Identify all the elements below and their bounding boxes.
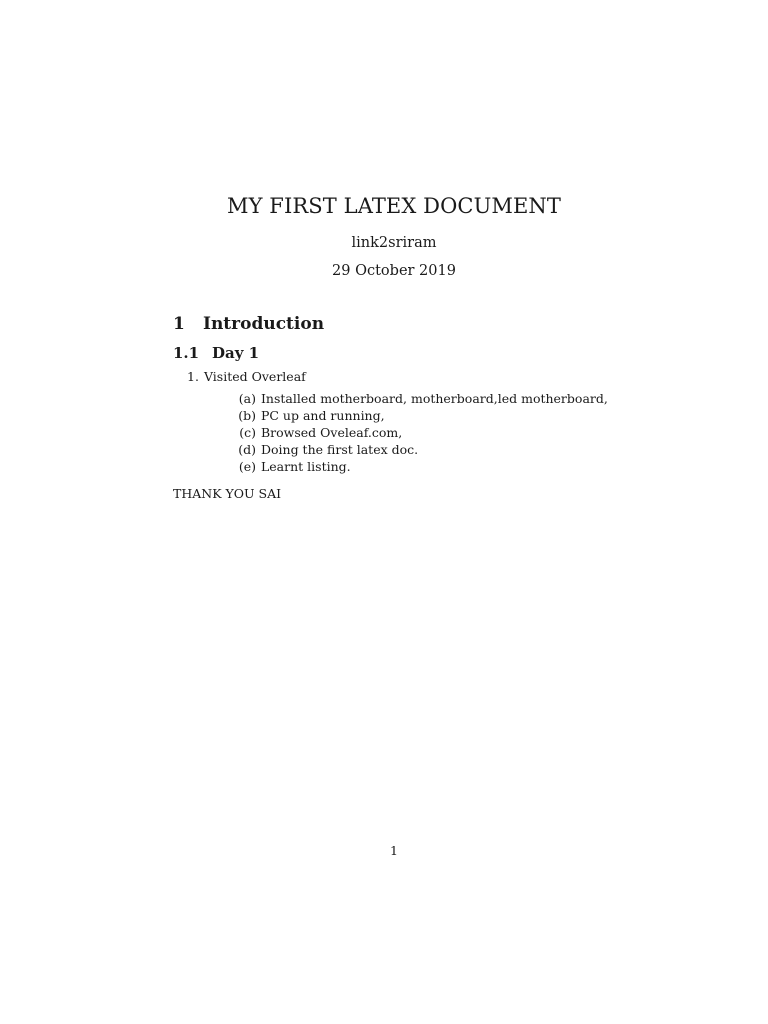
list-item-label: (d)	[238, 442, 256, 457]
list-item	[230, 407, 608, 424]
subsection-title: Day 1	[212, 344, 260, 362]
list-item-label: (a)	[238, 391, 256, 406]
document-author: link2sriram	[351, 235, 437, 251]
list-item	[230, 441, 608, 458]
section-title: Introduction	[203, 314, 325, 334]
list-item	[230, 424, 608, 441]
list-item-text: Learnt listing.	[260, 459, 351, 474]
page-number: 1	[390, 843, 398, 858]
enumerate-item	[187, 369, 306, 384]
subsection-number: 1.1	[173, 344, 200, 362]
list-item-text: Installed motherboard, motherboard,led motherboard,	[260, 391, 608, 406]
section-number: 1	[173, 314, 185, 334]
list-item-text: PC up and running,	[260, 408, 385, 423]
closing-text: THANK YOU SAI	[173, 486, 282, 501]
list-item-text: Doing the first latex doc.	[260, 442, 419, 457]
enumerate-item-number: 1.	[187, 369, 199, 384]
document-date: 29 October 2019	[332, 263, 456, 279]
subsection-heading	[173, 344, 259, 362]
list-item	[230, 390, 608, 407]
list-item-label: (c)	[239, 425, 256, 440]
list-item	[230, 458, 608, 475]
section-heading	[173, 314, 324, 334]
sub-enumerate-list	[230, 390, 608, 475]
list-item-text: Browsed Oveleaf.com,	[260, 425, 403, 440]
enumerate-item-text: Visited Overleaf	[204, 369, 306, 384]
list-item-label: (b)	[238, 408, 256, 423]
list-item-label: (e)	[238, 459, 256, 474]
document-title: MY FIRST LATEX DOCUMENT	[226, 194, 562, 218]
